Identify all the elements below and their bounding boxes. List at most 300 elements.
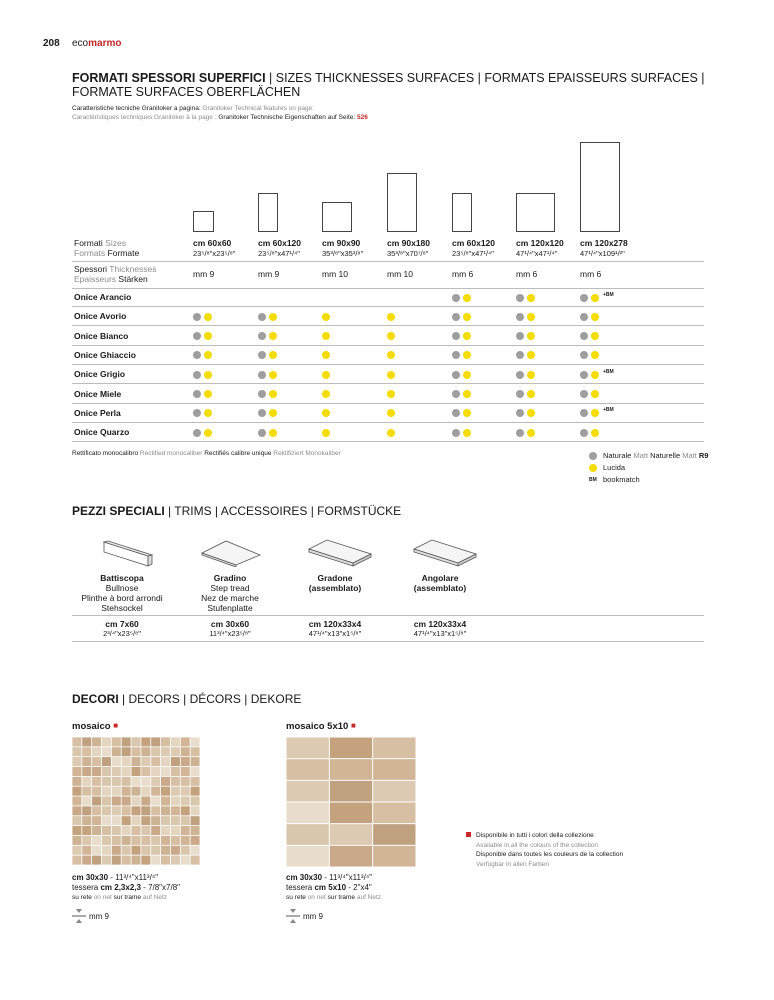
row-divider bbox=[72, 364, 704, 365]
decors-title: DECORI | DECORS | DÉCORS | DEKORE bbox=[72, 692, 302, 706]
decor-label-mosaico: mosaico ■ bbox=[72, 721, 119, 732]
finish-dots bbox=[452, 428, 471, 437]
mosaic-tessera bbox=[330, 803, 372, 824]
mosaic-tessera bbox=[72, 846, 81, 855]
mosaic-tessera bbox=[171, 767, 180, 776]
finish-dots bbox=[258, 370, 277, 379]
mosaic-tessera bbox=[92, 846, 101, 855]
matt-dot-icon bbox=[452, 429, 460, 437]
mosaic-tessera bbox=[122, 757, 131, 766]
mosaic-tessera bbox=[151, 856, 160, 865]
trim-size: cm 30x60 11³/⁴"x23⁵/⁸" bbox=[209, 619, 251, 638]
lucida-dot-icon bbox=[591, 332, 599, 340]
lucida-dot-icon bbox=[463, 332, 471, 340]
mosaic-tessera bbox=[131, 767, 140, 776]
mosaic-tessera bbox=[141, 826, 150, 835]
mosaic-tessera bbox=[191, 796, 200, 805]
mosaic-tessera bbox=[151, 737, 160, 746]
mosaic-tessera bbox=[287, 759, 329, 780]
mosaic-tessera bbox=[72, 836, 81, 845]
matt-dot-icon bbox=[516, 294, 524, 302]
finish-dots bbox=[322, 428, 330, 437]
lucida-dot-icon bbox=[269, 313, 277, 321]
gradone-drawing bbox=[305, 537, 375, 567]
finish-dots bbox=[258, 409, 277, 418]
lucida-dot-icon bbox=[204, 429, 212, 437]
lucida-dot-icon bbox=[591, 390, 599, 398]
mosaic-tessera bbox=[287, 781, 329, 802]
mosaic-tessera bbox=[112, 806, 121, 815]
matt-dot-icon bbox=[452, 409, 460, 417]
mosaic-tessera bbox=[373, 824, 415, 845]
trim-size: cm 7x60 2³/⁴"x23⁵/⁸" bbox=[103, 619, 141, 638]
angolare-drawing bbox=[410, 537, 480, 567]
mosaic-tessera bbox=[161, 846, 170, 855]
matt-dot-icon bbox=[580, 332, 588, 340]
finish-dots bbox=[452, 351, 471, 360]
matt-dot-icon bbox=[193, 313, 201, 321]
thickness-value: mm 6 bbox=[580, 269, 602, 279]
finish-dots bbox=[516, 370, 535, 379]
matt-dot-icon bbox=[193, 371, 201, 379]
divider bbox=[72, 615, 704, 616]
mosaic-tessera bbox=[131, 777, 140, 786]
mosaic-tessera bbox=[151, 826, 160, 835]
mosaic-tessera bbox=[102, 826, 111, 835]
mosaic-tessera bbox=[92, 826, 101, 835]
matt-dot-icon bbox=[580, 409, 588, 417]
format-column: cm 90x180 35³/⁸"x70⁷/⁸" bbox=[387, 238, 431, 258]
row-name: Onice Avorio bbox=[74, 311, 127, 322]
lucida-dot-icon bbox=[322, 390, 330, 398]
finish-dots bbox=[258, 351, 277, 360]
row-divider bbox=[72, 306, 704, 307]
finish-dots bbox=[193, 332, 212, 341]
row-divider bbox=[72, 325, 704, 326]
bookmatch-tag: +BM bbox=[603, 291, 614, 298]
mosaic-tessera bbox=[373, 759, 415, 780]
mosaic-tessera bbox=[287, 803, 329, 824]
mosaic-tessera bbox=[171, 796, 180, 805]
mosaic-tessera bbox=[82, 856, 91, 865]
mosaic-tessera bbox=[92, 767, 101, 776]
mosaic-tessera bbox=[181, 796, 190, 805]
mosaic-tessera bbox=[141, 796, 150, 805]
mosaic-tessera bbox=[181, 747, 190, 756]
thickness-label: Spessori Thicknesses Epaisseurs Stärken bbox=[74, 264, 157, 284]
mosaic-tessera bbox=[72, 826, 81, 835]
mosaic-tessera bbox=[171, 757, 180, 766]
mosaic-tessera bbox=[181, 836, 190, 845]
finish-dots bbox=[452, 390, 471, 399]
mosaic-tessera bbox=[112, 846, 121, 855]
mosaic-tessera bbox=[122, 787, 131, 796]
mosaic-tessera bbox=[82, 806, 91, 815]
mosaic-tessera bbox=[122, 836, 131, 845]
thickness-icon bbox=[72, 908, 86, 924]
decor-thickness: mm 9 bbox=[286, 908, 323, 924]
mosaic-tessera bbox=[171, 816, 180, 825]
mosaic-tessera bbox=[72, 737, 81, 746]
mosaic-tessera bbox=[373, 803, 415, 824]
mosaic-tessera bbox=[122, 826, 131, 835]
matt-dot-icon bbox=[580, 429, 588, 437]
lucida-dot-icon bbox=[269, 371, 277, 379]
finish-dots bbox=[580, 351, 599, 360]
mosaic-tessera bbox=[161, 787, 170, 796]
lucida-dot-icon bbox=[322, 409, 330, 417]
matt-dot-icon bbox=[516, 409, 524, 417]
finish-dots bbox=[193, 351, 212, 360]
trim-size: cm 120x33x4 47¹/⁴"x13"x1⁵/⁸" bbox=[308, 619, 362, 638]
format-column: cm 60x120 23⁵/⁸"x47¹/⁴" bbox=[258, 238, 302, 258]
finish-dots bbox=[516, 390, 535, 399]
mosaic-tessera bbox=[171, 806, 180, 815]
lucida-dot-icon bbox=[387, 332, 395, 340]
finish-dots bbox=[516, 428, 535, 437]
finish-dots bbox=[452, 312, 471, 321]
mosaic-tessera bbox=[191, 737, 200, 746]
finish-dots bbox=[258, 428, 277, 437]
mosaic-tessera bbox=[181, 806, 190, 815]
finish-dots bbox=[387, 409, 395, 418]
mosaic-tessera bbox=[161, 826, 170, 835]
finish-dots bbox=[387, 390, 395, 399]
finish-dots bbox=[258, 390, 277, 399]
lucida-dot-icon bbox=[463, 371, 471, 379]
mosaic-tessera bbox=[171, 737, 180, 746]
mosaic-tessera bbox=[92, 737, 101, 746]
mosaic-tessera bbox=[171, 777, 180, 786]
mosaic-tessera bbox=[161, 856, 170, 865]
mosaic-tessera bbox=[102, 767, 111, 776]
legend-matt: Naturale Matt Naturelle Matt R9 bbox=[589, 451, 708, 460]
row-name: Onice Bianco bbox=[74, 330, 129, 341]
tile-90x90-shape bbox=[322, 202, 352, 232]
availability-note: Disponibile in tutti i colori della collezione Available in all the colours of the collection Disponible dans toutes les couleurs de la collection Verfügbar in allen Farben bbox=[476, 832, 624, 868]
matt-dot-icon bbox=[452, 294, 460, 302]
mosaic-tessera bbox=[112, 737, 121, 746]
finish-dots bbox=[387, 370, 395, 379]
finish-dots bbox=[452, 332, 471, 341]
mosaic-tessera bbox=[330, 846, 372, 867]
row-divider bbox=[72, 383, 704, 384]
mosaic-tessera bbox=[151, 846, 160, 855]
finish-dots bbox=[322, 390, 330, 399]
row-name: Onice Arancio bbox=[74, 292, 132, 302]
trim-angolare: Angolare (assemblato) bbox=[413, 573, 467, 593]
mosaic-tessera bbox=[373, 781, 415, 802]
mosaic-tessera bbox=[330, 781, 372, 802]
lucida-dot-icon bbox=[387, 409, 395, 417]
matt-dot-icon bbox=[580, 351, 588, 359]
matt-dot-icon bbox=[589, 452, 597, 460]
mosaic-tessera bbox=[191, 816, 200, 825]
mosaic-tessera bbox=[161, 796, 170, 805]
mosaic-tessera bbox=[102, 757, 111, 766]
row-divider bbox=[72, 288, 704, 289]
lucida-dot-icon bbox=[589, 464, 597, 472]
mosaic-tessera bbox=[131, 826, 140, 835]
mosaic-tessera bbox=[131, 846, 140, 855]
row-name: Onice Grigio bbox=[74, 369, 126, 380]
mosaic-tessera bbox=[92, 787, 101, 796]
mosaic-tessera bbox=[141, 856, 150, 865]
finish-dots bbox=[322, 409, 330, 418]
matt-dot-icon bbox=[452, 390, 460, 398]
lucida-dot-icon bbox=[591, 294, 599, 302]
divider bbox=[72, 641, 704, 642]
row-divider bbox=[72, 403, 704, 404]
mosaic-tessera bbox=[287, 846, 329, 867]
mosaic-tessera bbox=[373, 846, 415, 867]
mosaic-tessera bbox=[181, 777, 190, 786]
matt-dot-icon bbox=[516, 429, 524, 437]
sizes-label: Formati Sizes Formats Formate bbox=[74, 238, 140, 258]
mosaic-tessera bbox=[82, 836, 91, 845]
matt-dot-icon bbox=[452, 332, 460, 340]
mosaic-tessera bbox=[122, 777, 131, 786]
finish-dots bbox=[387, 428, 395, 437]
mosaic-tessera bbox=[191, 856, 200, 865]
mosaic-tessera bbox=[131, 856, 140, 865]
mosaic-tessera bbox=[122, 856, 131, 865]
mosaic-tessera bbox=[102, 737, 111, 746]
mosaic-tessera bbox=[141, 836, 150, 845]
mosaic-tessera bbox=[151, 836, 160, 845]
lucida-dot-icon bbox=[463, 429, 471, 437]
mosaic-tessera bbox=[72, 777, 81, 786]
mosaic-tessera bbox=[82, 816, 91, 825]
mosaic-tessera bbox=[161, 737, 170, 746]
thickness-value: mm 9 bbox=[193, 269, 215, 279]
mosaic-tessera bbox=[151, 777, 160, 786]
mosaic-tessera bbox=[102, 856, 111, 865]
mosaic-tessera bbox=[92, 806, 101, 815]
row-name: Onice Quarzo bbox=[74, 427, 130, 438]
finish-dots bbox=[387, 332, 395, 341]
finish-dots bbox=[258, 312, 277, 321]
thickness-value: mm 10 bbox=[322, 269, 348, 279]
mosaic-tessera bbox=[72, 787, 81, 796]
mosaic-tessera bbox=[82, 846, 91, 855]
tile-90x180-shape bbox=[387, 173, 417, 232]
row-name: Onice Perla bbox=[74, 407, 121, 418]
mosaic-tessera bbox=[72, 747, 81, 756]
thickness-value: mm 6 bbox=[452, 269, 474, 279]
lucida-dot-icon bbox=[204, 409, 212, 417]
mosaic-tessera bbox=[287, 738, 329, 759]
mosaic-tessera bbox=[131, 816, 140, 825]
finish-dots bbox=[258, 332, 277, 341]
mosaic-tessera bbox=[72, 806, 81, 815]
mosaic-tessera bbox=[102, 816, 111, 825]
brand-name: ecomarmo bbox=[72, 38, 122, 49]
row-name: Onice Ghiaccio bbox=[74, 349, 136, 360]
mosaic-tessera bbox=[102, 747, 111, 756]
lucida-dot-icon bbox=[322, 351, 330, 359]
lucida-dot-icon bbox=[591, 429, 599, 437]
mosaic-tessera bbox=[131, 836, 140, 845]
mosaic-tessera bbox=[171, 787, 180, 796]
step-tread-drawing bbox=[200, 537, 262, 567]
lucida-dot-icon bbox=[387, 390, 395, 398]
formats-title: FORMATI SPESSORI SUPERFICI | SIZES THICKNESSES SURFACES | FORMATS EPAISSEURS SURFACES | FORMATE SURFACES OBERFLÄCHEN bbox=[72, 71, 705, 99]
bookmatch-tag: +BM bbox=[603, 407, 614, 414]
lucida-dot-icon bbox=[204, 371, 212, 379]
finish-dots bbox=[322, 351, 330, 360]
mosaic-tessera bbox=[112, 767, 121, 776]
mosaic-tessera bbox=[151, 787, 160, 796]
mosaic-tessera bbox=[181, 757, 190, 766]
mosaic-tessera bbox=[82, 747, 91, 756]
thickness-value: mm 6 bbox=[516, 269, 538, 279]
finish-dots bbox=[580, 428, 599, 437]
mosaic-tessera bbox=[102, 806, 111, 815]
mosaic-tessera bbox=[131, 747, 140, 756]
mosaic-tessera bbox=[181, 767, 190, 776]
mosaic-tessera bbox=[122, 846, 131, 855]
lucida-dot-icon bbox=[527, 332, 535, 340]
mosaic-tessera bbox=[122, 737, 131, 746]
row-divider bbox=[72, 422, 704, 423]
mosaic-tessera bbox=[287, 824, 329, 845]
finish-dots bbox=[193, 409, 212, 418]
mosaic-tessera bbox=[191, 777, 200, 786]
finish-dots bbox=[580, 409, 614, 418]
mosaic-tessera bbox=[131, 787, 140, 796]
mosaic-tessera bbox=[161, 767, 170, 776]
thickness-icon bbox=[286, 908, 300, 924]
mosaic-tessera bbox=[141, 806, 150, 815]
legend-lucida: Lucida bbox=[589, 463, 625, 472]
legend-bookmatch: BM bookmatch bbox=[589, 475, 640, 484]
mosaic-tessera bbox=[72, 816, 81, 825]
lucida-dot-icon bbox=[591, 351, 599, 359]
thickness-value: mm 10 bbox=[387, 269, 413, 279]
lucida-dot-icon bbox=[527, 429, 535, 437]
mosaic-tessera bbox=[102, 846, 111, 855]
finish-dots bbox=[580, 332, 599, 341]
lucida-dot-icon bbox=[322, 332, 330, 340]
finish-dots bbox=[452, 370, 471, 379]
matt-dot-icon bbox=[452, 351, 460, 359]
mosaic-5x10-tile-image bbox=[286, 737, 416, 867]
mosaic-tessera bbox=[72, 856, 81, 865]
matt-dot-icon bbox=[516, 332, 524, 340]
finish-dots bbox=[580, 312, 599, 321]
mosaic-tessera bbox=[92, 757, 101, 766]
mosaic-tessera bbox=[171, 846, 180, 855]
matt-dot-icon bbox=[580, 371, 588, 379]
mosaic-tessera bbox=[92, 836, 101, 845]
mosaic-tessera bbox=[171, 856, 180, 865]
mosaic-tessera bbox=[191, 757, 200, 766]
lucida-dot-icon bbox=[322, 313, 330, 321]
row-divider bbox=[72, 345, 704, 346]
mosaic-tessera bbox=[112, 787, 121, 796]
matt-dot-icon bbox=[258, 351, 266, 359]
rectified-note: Rettificato monocalibro Rectified monocaliber Rectifiés calibre unique Rektifiziert Monokaliber bbox=[72, 450, 341, 457]
decor-thickness: mm 9 bbox=[72, 908, 109, 924]
lucida-dot-icon bbox=[387, 371, 395, 379]
mosaic-tessera bbox=[102, 796, 111, 805]
finish-dots bbox=[516, 332, 535, 341]
mosaic-tessera bbox=[72, 757, 81, 766]
lucida-dot-icon bbox=[269, 351, 277, 359]
lucida-dot-icon bbox=[463, 294, 471, 302]
matt-dot-icon bbox=[580, 313, 588, 321]
mosaic-tessera bbox=[112, 757, 121, 766]
mosaic-tessera bbox=[141, 747, 150, 756]
mosaic-tessera bbox=[191, 846, 200, 855]
matt-dot-icon bbox=[516, 351, 524, 359]
matt-dot-icon bbox=[516, 313, 524, 321]
mosaic-tessera bbox=[92, 856, 101, 865]
mosaic-tessera bbox=[131, 796, 140, 805]
finish-dots bbox=[322, 312, 330, 321]
mosaic-tessera bbox=[112, 816, 121, 825]
lucida-dot-icon bbox=[591, 371, 599, 379]
matt-dot-icon bbox=[258, 429, 266, 437]
matt-dot-icon bbox=[452, 371, 460, 379]
mosaic-tessera bbox=[122, 796, 131, 805]
technical-reference: Caratteristiche tecniche Granitoker a pagina: Granitoker Technical features on page: Caractéristiques techniques Granitoker à la page : Granitoker Technische Eigenschaften auf Seite: 526 bbox=[72, 105, 368, 121]
mosaic-tessera bbox=[373, 738, 415, 759]
mosaic-tessera bbox=[171, 747, 180, 756]
lucida-dot-icon bbox=[463, 313, 471, 321]
matt-dot-icon bbox=[258, 332, 266, 340]
lucida-dot-icon bbox=[591, 409, 599, 417]
page-number: 208 bbox=[43, 38, 60, 49]
lucida-dot-icon bbox=[527, 313, 535, 321]
tile-60x120-shape bbox=[258, 193, 278, 232]
finish-dots bbox=[516, 409, 535, 418]
finish-dots bbox=[193, 312, 212, 321]
format-column: cm 60x120 23⁵/⁸"x47¹/⁴" bbox=[452, 238, 496, 258]
lucida-dot-icon bbox=[527, 371, 535, 379]
mosaic-tessera bbox=[161, 806, 170, 815]
mosaic-tessera bbox=[330, 738, 372, 759]
mosaic-tessera bbox=[122, 747, 131, 756]
mosaic-tessera bbox=[151, 796, 160, 805]
mosaic-tessera bbox=[161, 757, 170, 766]
matt-dot-icon bbox=[258, 313, 266, 321]
lucida-dot-icon bbox=[463, 409, 471, 417]
mosaic-tessera bbox=[161, 816, 170, 825]
lucida-dot-icon bbox=[527, 294, 535, 302]
finish-dots bbox=[516, 293, 535, 302]
mosaic-tessera bbox=[161, 747, 170, 756]
mosaic-tessera bbox=[181, 826, 190, 835]
lucida-dot-icon bbox=[387, 429, 395, 437]
decor-label-mosaico-5x10: mosaico 5x10 ■ bbox=[286, 721, 356, 732]
lucida-dot-icon bbox=[204, 351, 212, 359]
lucida-dot-icon bbox=[269, 409, 277, 417]
matt-dot-icon bbox=[580, 294, 588, 302]
availability-marker-icon bbox=[466, 832, 471, 837]
thickness-value: mm 9 bbox=[258, 269, 280, 279]
trim-bullnose: Battiscopa Bullnose Plinthe à bord arrondi Stehsockel bbox=[81, 573, 163, 613]
format-column: cm 90x90 35³/⁸"x35³/⁸" bbox=[322, 238, 364, 258]
lucida-dot-icon bbox=[322, 371, 330, 379]
row-name: Onice Miele bbox=[74, 388, 122, 399]
finish-dots bbox=[322, 332, 330, 341]
tile-60x120-shape-thin bbox=[452, 193, 472, 232]
decor-info-mosaico-5x10: cm 30x30 - 11³/⁴"x11³/⁴" tessera cm 5x10 - 2"x4" su rete on net sur trame auf Netz bbox=[286, 873, 382, 901]
mosaic-tessera bbox=[141, 846, 150, 855]
matt-dot-icon bbox=[258, 390, 266, 398]
